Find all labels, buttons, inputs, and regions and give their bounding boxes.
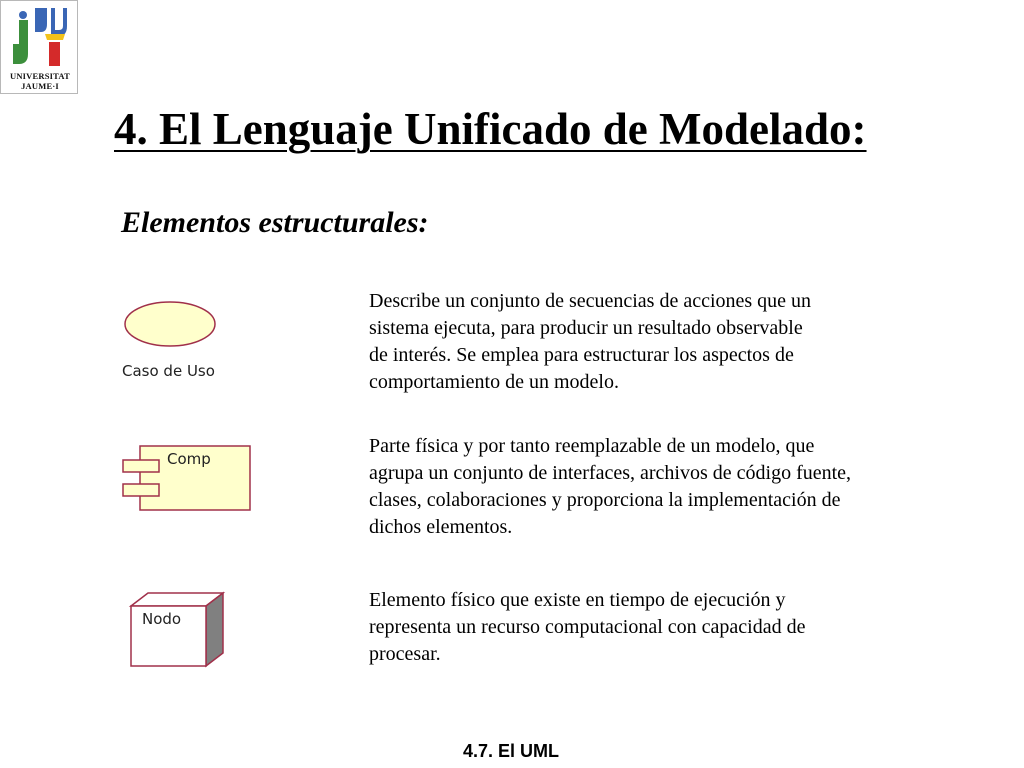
node-figure xyxy=(128,591,228,671)
footer-section-label: 4.7. El UML xyxy=(463,741,560,761)
component-description: Parte física y por tanto reemplazable de un modelo, que agrupa un conjunto de interfaces, archivos de código fuente, clases, colaboraciones y proporciona la implementación de dichos elementos. xyxy=(369,435,852,538)
logo-text-line2: JAUME·I xyxy=(21,81,59,91)
use-case-figure xyxy=(118,298,228,382)
component-figure xyxy=(120,444,256,516)
node-label: Nodo xyxy=(142,610,182,628)
slide-subtitle: Elementos estructurales: xyxy=(121,206,429,239)
component-label: Comp xyxy=(167,450,211,468)
node-description: Elemento físico que existe en tiempo de ejecución y representa un recurso computacional con capacidad de procesar. xyxy=(369,589,806,665)
university-logo xyxy=(0,0,78,94)
use-case-label: Caso de Uso xyxy=(122,362,215,380)
use-case-description: Describe un conjunto de secuencias de acciones que un sistema ejecuta, para producir un resultado observable de interés. Se emplea para estructurar los aspectos de comportamiento de un modelo. xyxy=(369,290,812,393)
slide-title: 4. El Lenguaje Unificado de Modelado: xyxy=(114,104,867,154)
node-cube-icon xyxy=(131,593,223,666)
university-logo-emblem xyxy=(7,4,71,70)
use-case-ellipse-icon xyxy=(125,302,215,346)
logo-text-line1: UNIVERSITAT xyxy=(10,71,70,81)
